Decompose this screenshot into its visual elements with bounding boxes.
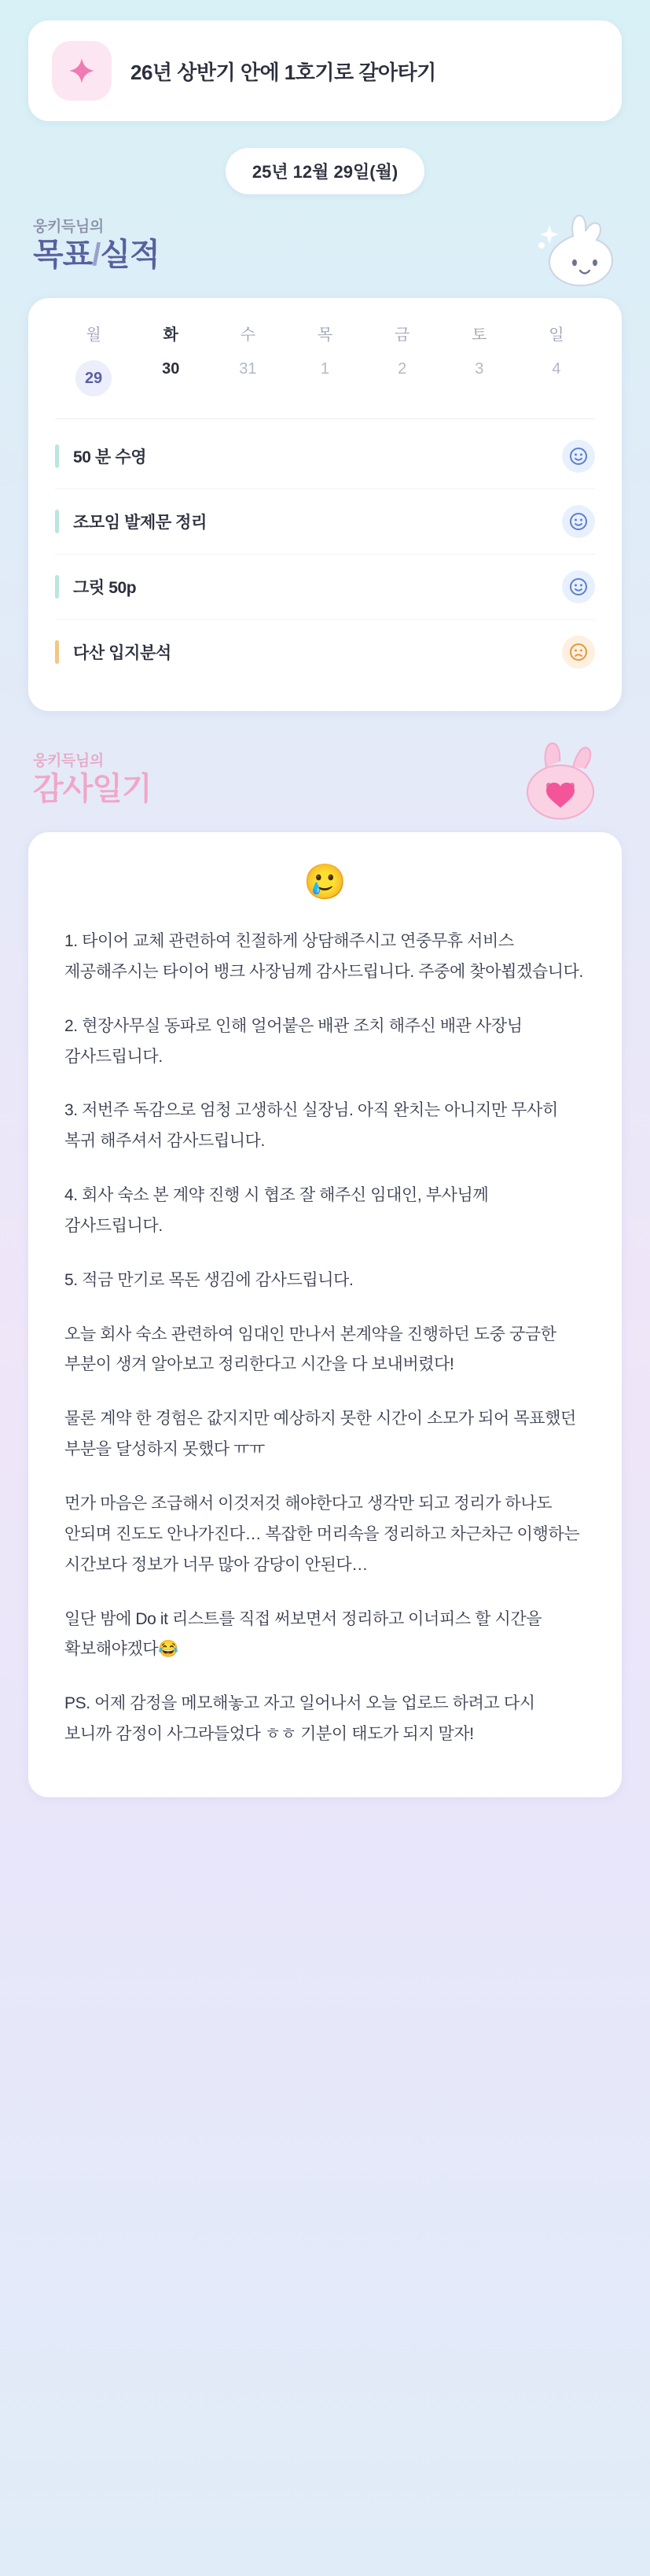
thanks-diary-card	[28, 832, 622, 1797]
task-label: 50 분 수영	[73, 448, 147, 466]
task-label: 조모임 발제문 정리	[73, 514, 207, 532]
task-row[interactable]	[55, 555, 595, 620]
task-label: 그릿 50p	[73, 579, 137, 597]
week-date-cell[interactable]: 30	[162, 360, 180, 378]
task-row[interactable]	[55, 620, 595, 684]
week-date-today[interactable]: 29	[75, 360, 112, 396]
diary-paragraph: 먼가 마음은 조급해서 이것저것 해야한다고 생각만 되고 정리가 하나도 안되며 진도도 안나가진다… 복잡한 머리속을 정리하고 차근차근 이행하는 시간보다 정보가 너무 많아 감당이 안된다…	[64, 1494, 580, 1574]
diary-paragraph: 물론 계약 한 경험은 값지지만 예상하지 못한 시간이 소모가 되어 목표했던 부분을 달성하지 못했다 ㅠㅠ	[64, 1410, 576, 1459]
week-day-labels	[55, 322, 595, 360]
week-day-label: 금	[394, 326, 410, 344]
goal-section-heading	[28, 215, 622, 287]
date-pill[interactable]: 25년 12월 29일(월)	[226, 148, 424, 194]
smile-face-icon[interactable]	[562, 440, 595, 473]
date-row	[28, 148, 622, 194]
goal-banner-text: 26년 상반기 안에 1호기로 갈아타기	[130, 60, 436, 84]
goal-title-slash: /	[92, 238, 101, 272]
week-date-cell[interactable]: 31	[239, 360, 257, 378]
smile-face-icon[interactable]	[562, 570, 595, 603]
diary-paragraph: 오늘 회사 숙소 관련하여 임대인 만나서 본계약을 진행하던 도중 궁금한 부분이 생겨 알아보고 정리한다고 시간을 다 보내버렸다!	[64, 1325, 556, 1374]
thanks-section-title: 감사일기	[33, 772, 152, 806]
white-rabbit-mascot	[498, 212, 615, 292]
task-color-bar	[55, 640, 59, 664]
diary-paragraph: PS. 어제 감정을 메모해놓고 자고 일어나서 오늘 업로드 하려고 다시 보니까 감정이 사그라들었다 ㅎㅎ 기분이 태도가 되지 말자!	[64, 1694, 535, 1744]
sparkle-icon	[52, 41, 112, 101]
thanks-section-heading	[28, 749, 622, 821]
week-date-cell[interactable]: 4	[552, 360, 561, 378]
pink-rabbit-heart-mascot	[505, 740, 615, 826]
week-day-label: 토	[472, 326, 487, 344]
goal-section-owner: 웅키득님의	[33, 219, 104, 235]
week-day-label: 화	[163, 326, 178, 344]
goal-card	[28, 298, 622, 711]
week-dates[interactable]	[55, 360, 595, 401]
diary-paragraph: 2. 현장사무실 동파로 인해 얼어붙은 배관 조치 해주신 배관 사장님 감사드립니다.	[64, 1016, 523, 1066]
week-date-cell[interactable]: 2	[398, 360, 407, 378]
diary-paragraph: 5. 적금 만기로 목돈 생김에 감사드립니다.	[64, 1270, 354, 1289]
task-color-bar	[55, 575, 59, 599]
diary-paragraph: 일단 밤에 Do it 리스트를 직접 써보면서 정리하고 이너피스 할 시간을 확보해야겠다😂	[64, 1609, 542, 1659]
task-color-bar	[55, 510, 59, 533]
week-day-label: 월	[86, 326, 101, 344]
week-day-label: 수	[240, 326, 256, 344]
task-label: 다산 입지분석	[73, 644, 171, 662]
week-day-label: 일	[549, 326, 564, 344]
diary-paragraph: 4. 회사 숙소 본 계약 진행 시 협조 잘 해주신 임대인, 부사님께 감사드립니다.	[64, 1186, 489, 1235]
smile-face-icon[interactable]	[562, 505, 595, 538]
mood-emoji: 🥲	[303, 863, 347, 901]
week-divider	[55, 418, 595, 419]
task-row[interactable]	[55, 424, 595, 489]
goal-banner[interactable]	[28, 20, 622, 121]
sad-face-icon[interactable]	[562, 636, 595, 669]
thanks-section-owner: 웅키득님의	[33, 753, 104, 769]
week-date-cell[interactable]: 3	[475, 360, 484, 378]
task-color-bar	[55, 444, 59, 468]
goal-title-sub: 실적	[100, 238, 160, 272]
week-date-cell[interactable]	[55, 360, 132, 401]
task-row[interactable]	[55, 489, 595, 555]
diary-paragraph: 1. 타이어 교체 관련하여 친절하게 상담해주시고 연중무휴 서비스 제공해주시는 타이어 뱅크 사장님께 감사드립니다. 주중에 찾아뵙겠습니다.	[64, 932, 583, 981]
goal-title-main: 목표	[33, 238, 93, 272]
week-date-cell[interactable]: 1	[320, 360, 330, 378]
week-day-label: 목	[317, 326, 333, 344]
diary-paragraph: 3. 저번주 독감으로 엄청 고생하신 실장님. 아직 완치는 아니지만 무사히 복귀 해주셔서 감사드립니다.	[64, 1101, 558, 1151]
